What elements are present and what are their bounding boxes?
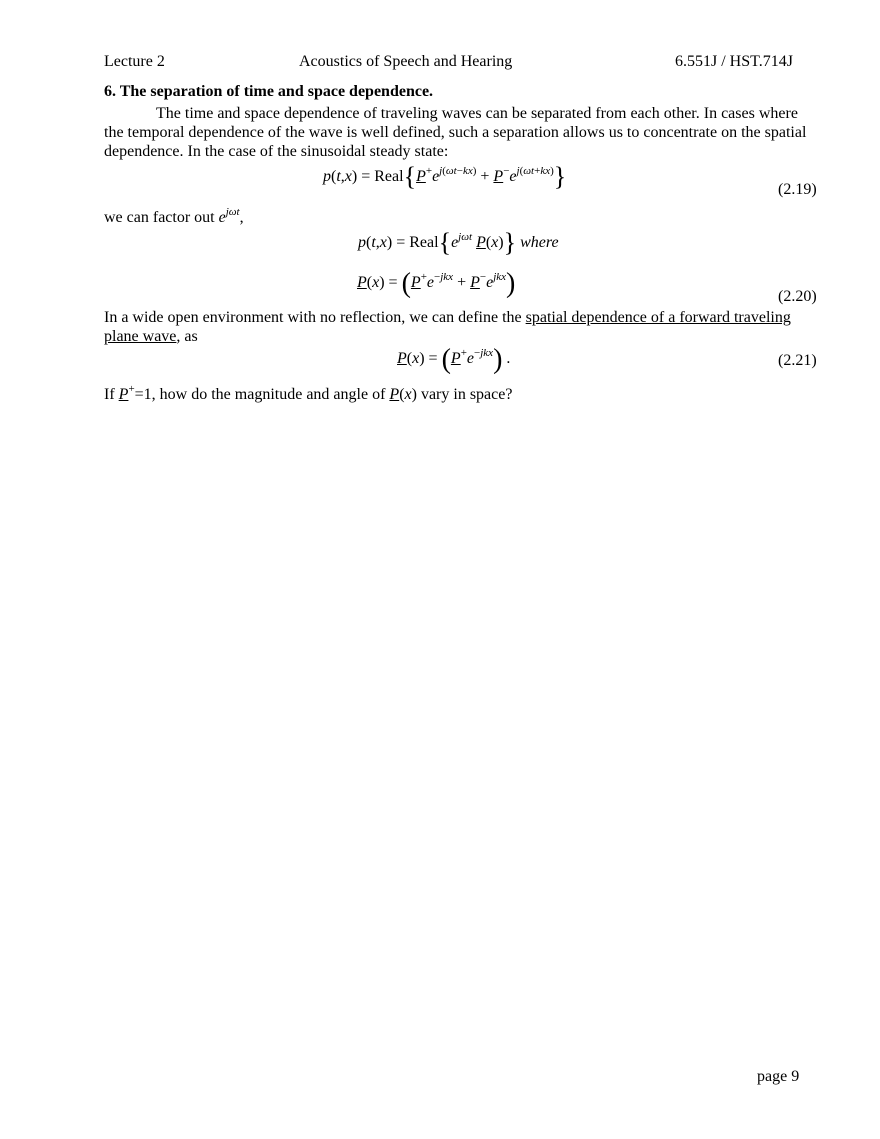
equation-number-2-20: (2.20) bbox=[778, 288, 817, 305]
header-course: 6.551J / HST.714J bbox=[675, 53, 793, 70]
page-number: page 9 bbox=[757, 1068, 800, 1085]
equation-2-21: $P(x) = (P^+e^{-jkx})$ . bbox=[397, 344, 511, 375]
header-lecture: Lecture 2 bbox=[104, 53, 165, 70]
equation-2-20-line2: $P(x) = (P^+e^{-jkx} + P^-e^{jkx})$ bbox=[357, 268, 516, 299]
equation-2-20-line1: $p(t,x) = Real\{e^{j\omega t}$ P(x)} where bbox=[358, 228, 559, 257]
spatial-dependence-term: spatial dependence of a forward traveling plane wave bbox=[104, 309, 791, 345]
factor-out-text: we can factor out $e^{j\omega t}$, bbox=[104, 206, 244, 226]
header-title: Acoustics of Speech and Hearing bbox=[299, 53, 513, 70]
equation-number-2-19: (2.19) bbox=[778, 181, 817, 198]
section-heading: 6. The separation of time and space dependence. bbox=[104, 83, 434, 100]
equation-2-19: $p(t,x) = Real\{P^+e^{j(\omega t-kx)} + P^-e^{j(\omega t+kx)}\}$ bbox=[323, 162, 567, 191]
question-text: If P+=1, how do the magnitude and angle of P(x) vary in space? bbox=[104, 383, 513, 403]
definition-paragraph: In a wide open environment with no reflection, we can define the spatial dependence of a forward traveling plane wave, as bbox=[104, 309, 791, 345]
intro-paragraph: The time and space dependence of traveling waves can be separated from each other. In cases where the temporal dependence of the wave is well defined, such a separation allows us to concentrate on the spatial dependence. In the case of the sinusoidal steady state: bbox=[104, 105, 807, 160]
equation-number-2-21: (2.21) bbox=[778, 352, 817, 369]
